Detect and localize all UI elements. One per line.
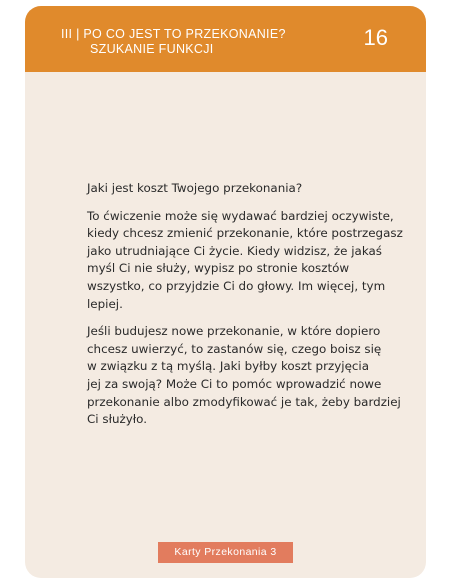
- section-title: [61, 27, 361, 57]
- paragraph-1: [87, 208, 403, 314]
- paragraph-line: Jeśli budujesz nowe przekonanie, w które dopiero: [87, 324, 381, 339]
- paragraph-line: jej za swoją? Może Ci to pomóc wprowadzić nowe: [87, 376, 382, 391]
- question-text: [87, 180, 387, 198]
- page-number: 16: [363, 25, 388, 50]
- card-body: [87, 180, 403, 439]
- paragraph-line: wszystko, co przyjdzie Ci do głowy. Im więcej, tym: [87, 278, 386, 293]
- paragraph-line: chcesz uwierzyć, to zastanów się, czego boisz się: [87, 341, 382, 356]
- paragraph-line: myśl Ci nie służy, wypisz po stronie kosztów: [87, 261, 350, 276]
- card-header: [25, 6, 426, 72]
- section-title-line1: III | PO CO JEST TO PRZEKONANIE?: [61, 27, 286, 41]
- paragraph-line: Ci służyło.: [87, 412, 147, 427]
- section-title-line2: SZUKANIE FUNKCJI: [90, 42, 214, 56]
- paragraph-line: To ćwiczenie może się wydawać bardziej oczywiste,: [87, 208, 394, 223]
- paragraph-line: przekonanie albo zmodyfikować je tak, żeby bardziej: [87, 394, 401, 409]
- paragraph-line: w związku z tą myślą. Jaki byłby koszt przyjęcia: [87, 359, 370, 374]
- paragraph-line: kiedy chcesz zmienić przekonanie, które postrzegasz: [87, 226, 403, 241]
- question-line: Jaki jest koszt Twojego przekonania?: [87, 181, 303, 195]
- deck-badge: Karty Przekonania 3: [158, 542, 293, 563]
- card: [25, 6, 426, 578]
- paragraph-line: jako utrudniające Ci życie. Kiedy widzisz, że jakaś: [87, 243, 382, 258]
- paragraph-2: [87, 323, 401, 429]
- paragraph-line: lepiej.: [87, 296, 123, 311]
